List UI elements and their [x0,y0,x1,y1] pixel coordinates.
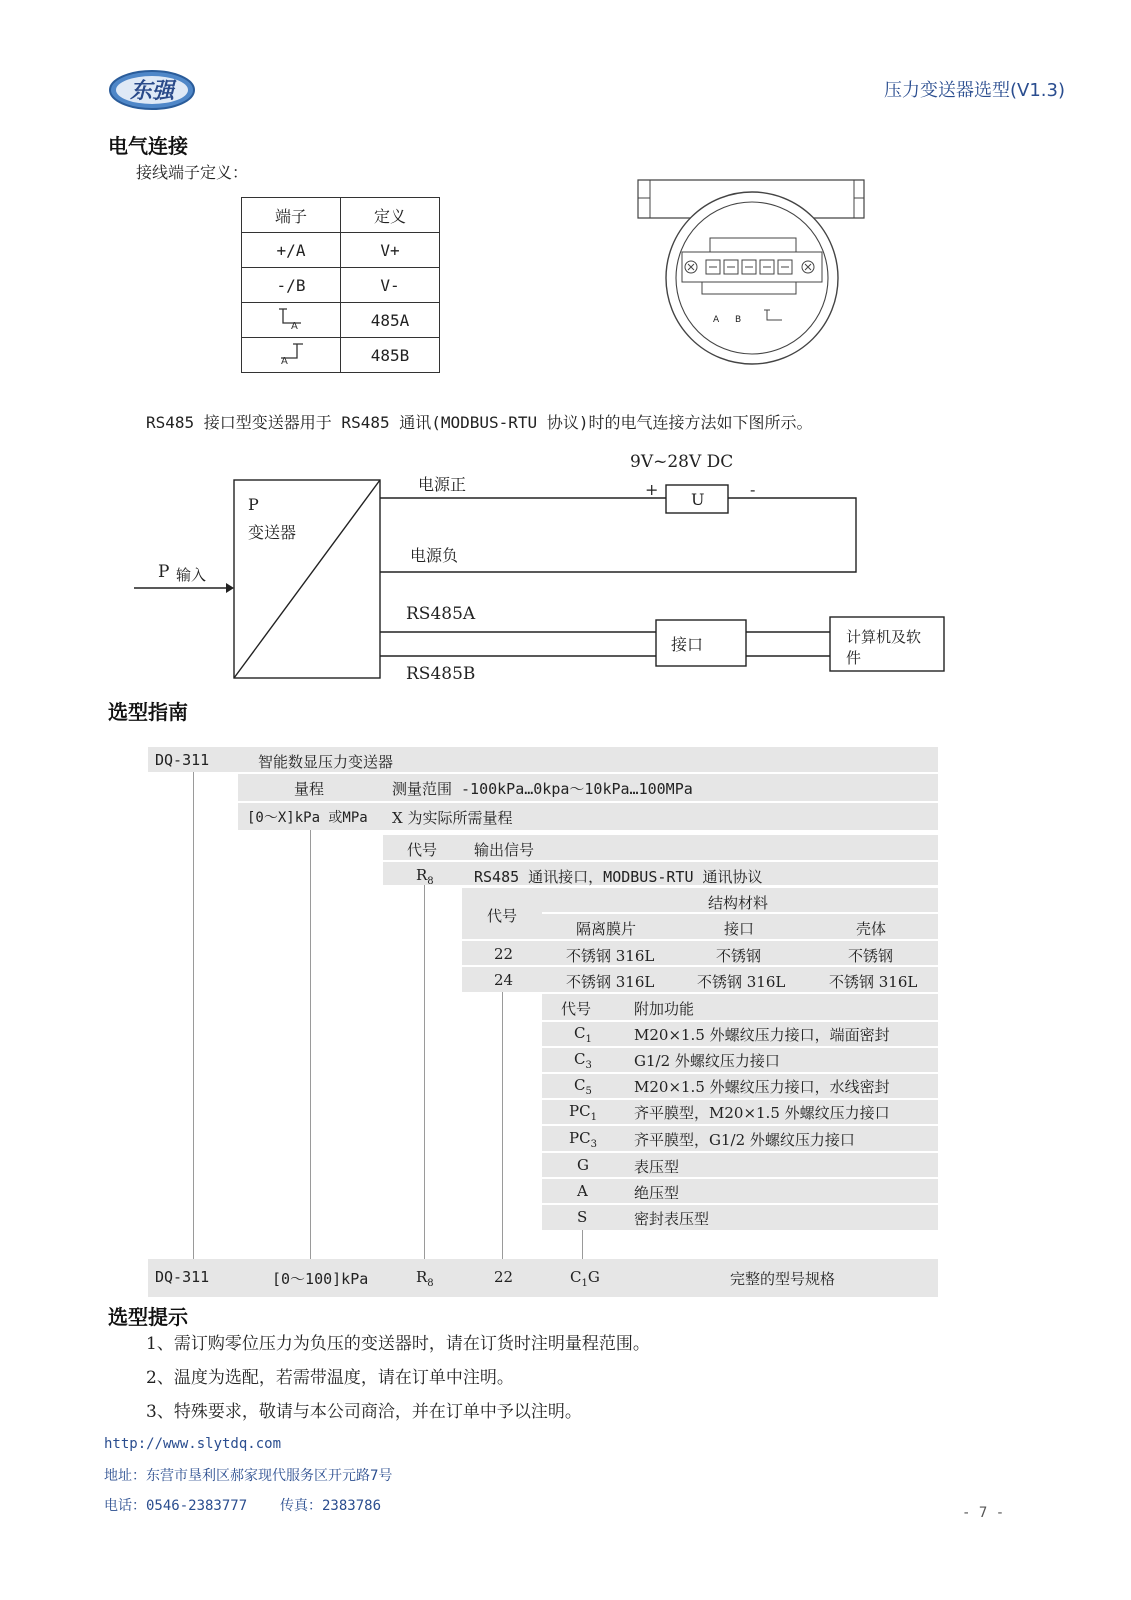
supply-box-label: U [691,490,705,509]
output-code-sub: 8 [427,876,434,887]
example-label: 完整的型号规格 [730,1270,836,1288]
terminal-b-symbol-icon [242,338,341,373]
power-negative-label: 电源负 [410,546,459,565]
extra-description: 齐平膜型，G1/2 外螺纹压力接口 [634,1131,855,1149]
rs485b-label: RS485B [406,664,476,684]
transmitter-p-label: P [248,495,259,514]
extra-code-header: 代号 [561,1000,592,1018]
supply-plus-sign: + [645,480,659,499]
definition-cell: 485A [341,303,440,338]
extra-code: $C_1$ [574,1024,592,1045]
output-code-header: 代号 [407,841,438,859]
interface-label: 接口 [671,635,704,654]
extra-description: 绝压型 [634,1184,680,1202]
terminal-a-symbol-icon [242,303,341,338]
output-code [416,866,434,887]
model-code: DQ-311 [155,751,210,769]
example-model: DQ-311 [155,1268,210,1286]
extra-description: G1/2 外螺纹压力接口 [634,1052,780,1070]
extra-description: 表压型 [634,1158,680,1176]
extra-description: M20×1.5 外螺纹压力接口，端面密封 [634,1026,890,1044]
material-diaphragm: 不锈钢 316L [566,947,655,965]
material-diaphragm: 不锈钢 316L [566,973,655,991]
rs485a-label: RS485A [406,604,476,624]
material-col-port: 接口 [724,920,755,938]
extra-header: 附加功能 [634,1000,695,1018]
range-code-description: X 为实际所需量程 [392,809,513,827]
range-label: 量程 [294,780,325,798]
wiring-lines [130,450,950,690]
material-code: 22 [494,945,514,963]
logo-text: 东强 [129,79,174,104]
terminal-caption: 接线端子定义： [136,163,249,182]
extra-code: $PC_1$ [569,1102,597,1123]
supply-voltage-label: 9V~28V DC [630,452,734,472]
table-row [242,268,440,303]
doc-title: 压力变送器选型(V1.3) [884,80,1065,101]
housing-label-b: B [735,315,742,325]
extra-code: $C_3$ [574,1050,592,1071]
model-name: 智能数显压力变送器 [258,753,394,771]
output-description: RS485 通讯接口，MODBUS-RTU 通讯协议 [474,868,763,886]
terminal-table-header [242,198,440,233]
extra-code: G [577,1156,589,1174]
material-col-diaphragm: 隔离膜片 [576,920,637,938]
terminal-table [241,197,440,373]
material-code-header: 代号 [487,907,518,925]
power-positive-label: 电源正 [418,475,467,494]
terminal-cell: +/A [242,233,341,268]
company-logo [108,68,196,112]
extra-code: A [577,1182,588,1200]
supply-minus-sign: - [750,480,756,499]
table-header-definition: 定义 [341,198,440,233]
material-header: 结构材料 [708,894,769,912]
svg-text:A: A [281,356,288,366]
extra-description: 密封表压型 [634,1210,710,1228]
definition-cell: V- [341,268,440,303]
extra-code: $PC_3$ [569,1129,597,1150]
table-header-terminal: 端子 [242,198,341,233]
transmitter-name: 变送器 [248,523,297,542]
material-port: 不锈钢 [716,947,762,965]
transmitter-housing-drawing [636,178,868,368]
footer-address: 地址：东营市垦利区郝家现代服务区开元路7号 [104,1468,393,1484]
rs485-description: RS485 接口型变送器用于 RS485 通讯(MODBUS-RTU 协议)时的电气连接方法如下图所示。 [146,413,813,432]
wiring-diagram [130,450,950,690]
table-row [242,303,440,338]
input-p-label: P [158,562,170,582]
connector-line [193,772,194,1259]
material-col-shell: 壳体 [856,920,887,938]
definition-cell: V+ [341,233,440,268]
table-row [242,233,440,268]
material-shell: 不锈钢 316L [829,973,918,991]
material-code: 24 [494,971,514,989]
computer-label-line2: 件 [846,649,862,667]
tip-item: 3、特殊要求，敬请与本公司商洽，并在订单中予以注明。 [146,1402,582,1422]
connector-line [502,992,503,1259]
extra-description: 齐平膜型，M20×1.5 外螺纹压力接口 [634,1104,890,1122]
extra-code: S [577,1208,588,1226]
definition-cell: 485B [341,338,440,373]
section-heading-electrical: 电气连接 [108,134,188,158]
example-extra: $C_1G$ [570,1268,600,1289]
svg-text:A: A [291,321,298,331]
material-shell: 不锈钢 [848,947,894,965]
material-port: 不锈钢 316L [697,973,786,991]
range-code: [0～X]kPa 或MPa [247,810,368,826]
computer-label-line1: 计算机及软 [846,628,922,646]
housing-label-a: A [713,315,720,325]
output-header: 输出信号 [474,841,535,859]
input-arrow-icon [226,583,234,593]
example-range: [0～100]kPa [272,1270,369,1288]
footer-fax: 传真：2383786 [280,1498,382,1514]
extra-description: M20×1.5 外螺纹压力接口，水线密封 [634,1078,890,1096]
footer-url[interactable]: http://www.slytdq.com [104,1436,282,1452]
input-label: 输入 [176,566,207,584]
output-code-letter: R [416,866,428,884]
example-material: 22 [494,1268,514,1286]
extra-code: $C_5$ [574,1076,592,1097]
connector-line [310,830,311,1259]
section-heading-tips: 选型提示 [108,1305,188,1329]
tip-item: 2、温度为选配，若需带温度，请在订单中注明。 [146,1368,514,1388]
terminal-cell: -/B [242,268,341,303]
range-description: 测量范围 -100kPa…0kpa～10kPa…100MPa [392,780,693,798]
page-number: - 7 - [962,1505,1005,1521]
footer-phone: 电话：0546-2383777 [104,1498,248,1514]
table-row [242,338,440,373]
example-output: $R_8$ [416,1268,434,1289]
tip-item: 1、需订购零位压力为负压的变送器时，请在订货时注明量程范围。 [146,1334,650,1354]
section-heading-guide: 选型指南 [108,700,188,724]
connector-line [582,1230,583,1259]
connector-line [424,885,425,1259]
